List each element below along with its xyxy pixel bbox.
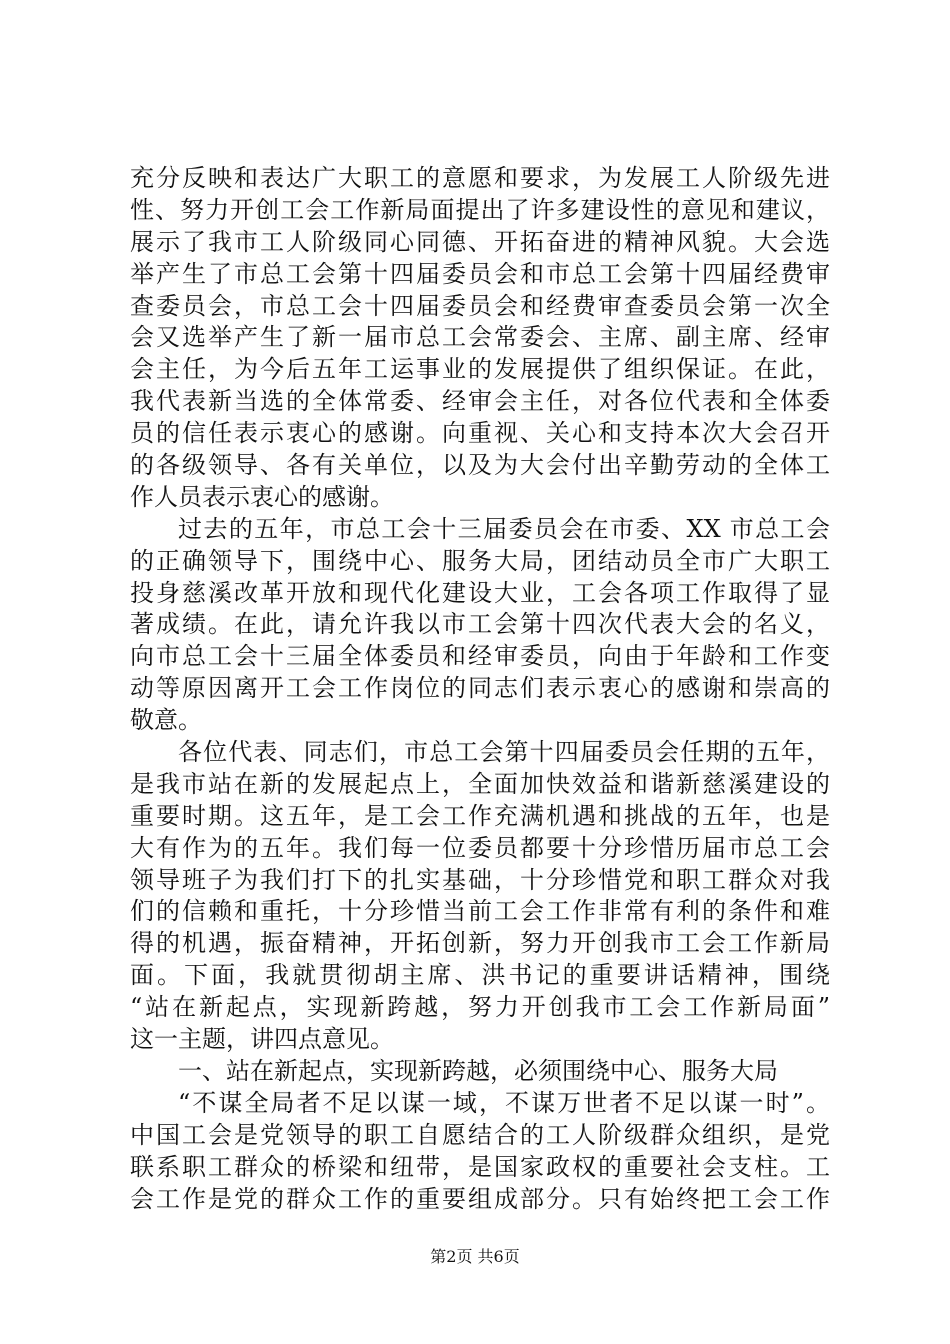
page-footer: [0, 1246, 950, 1268]
text-line: 中国工会是党领导的职工自愿结合的工人阶级群众组织，是党: [130, 1120, 830, 1149]
text-line: 的各级领导、各有关单位，以及为大会付出辛勤劳动的全体工: [130, 451, 830, 480]
text-line: 举产生了市总工会第十四届委员会和市总工会第十四届经费审: [130, 259, 830, 288]
document-body: [130, 163, 830, 1215]
text-line: 动等原因离开工会工作岗位的同志们表示衷心的感谢和崇高的: [130, 674, 830, 703]
text-line: 大有作为的五年。我们每一位委员都要十分珍惜历届市总工会: [130, 833, 830, 862]
text-line: “站在新起点，实现新跨越，努力开创我市工会工作新局面”: [130, 993, 830, 1022]
text-line: 投身慈溪改革开放和现代化建设大业，工会各项工作取得了显: [130, 578, 830, 607]
text-line: 过去的五年，市总工会十三届委员会在市委、XX 市总工会: [178, 514, 830, 543]
text-line: 们的信赖和重托，十分珍惜当前工会工作非常有利的条件和难: [130, 897, 830, 926]
text-line: 敬意。: [130, 706, 202, 735]
text-line: 联系职工群众的桥梁和纽带，是国家政权的重要社会支柱。工: [130, 1152, 830, 1181]
text-line: 领导班子为我们打下的扎实基础，十分珍惜党和职工群众对我: [130, 865, 830, 894]
text-line: 是我市站在新的发展起点上，全面加快效益和谐新慈溪建设的: [130, 769, 830, 798]
text-line: 重要时期。这五年，是工会工作充满机遇和挑战的五年，也是: [130, 801, 830, 830]
text-line: 员的信任表示衷心的感谢。向重视、关心和支持本次大会召开: [130, 419, 830, 448]
text-line: 会又选举产生了新一届市总工会常委会、主席、副主席、经审: [130, 323, 830, 352]
text-line: 向市总工会十三届全体委员和经审委员，向由于年龄和工作变: [130, 642, 830, 671]
text-line: 著成绩。在此，请允许我以市工会第十四次代表大会的名义，: [130, 610, 830, 639]
text-line: 这一主题，讲四点意见。: [130, 1025, 394, 1054]
text-line: 会主任，为今后五年工运事业的发展提供了组织保证。在此，: [130, 355, 830, 384]
page-number-label: 第2页 共6页: [430, 1247, 520, 1266]
text-line: 各位代表、同志们，市总工会第十四届委员会任期的五年，: [178, 738, 830, 767]
text-line: 展示了我市工人阶级同心同德、开拓奋进的精神风貌。大会选: [130, 227, 830, 256]
text-line: 我代表新当选的全体常委、经审会主任，对各位代表和全体委: [130, 387, 830, 416]
text-line: 一、站在新起点，实现新跨越，必须围绕中心、服务大局: [178, 1056, 778, 1085]
text-line: 性、努力开创工会工作新局面提出了许多建设性的意见和建议，: [130, 195, 830, 224]
text-line: 充分反映和表达广大职工的意愿和要求，为发展工人阶级先进: [130, 164, 830, 192]
text-line: 会工作是党的群众工作的重要组成部分。只有始终把工会工作: [130, 1184, 830, 1213]
text-line: 得的机遇，振奋精神，开拓创新，努力开创我市工会工作新局: [130, 929, 830, 958]
text-line: 面。下面，我就贯彻胡主席、洪书记的重要讲话精神，围绕: [130, 961, 830, 990]
text-line: 查委员会，市总工会十四届委员会和经费审查委员会第一次全: [130, 291, 830, 320]
text-line: 的正确领导下，围绕中心、服务大局，团结动员全市广大职工: [130, 546, 830, 575]
text-line: 作人员表示衷心的感谢。: [130, 482, 394, 511]
text-line: “不谋全局者不足以谋一域，不谋万世者不足以谋一时”。: [178, 1088, 830, 1117]
